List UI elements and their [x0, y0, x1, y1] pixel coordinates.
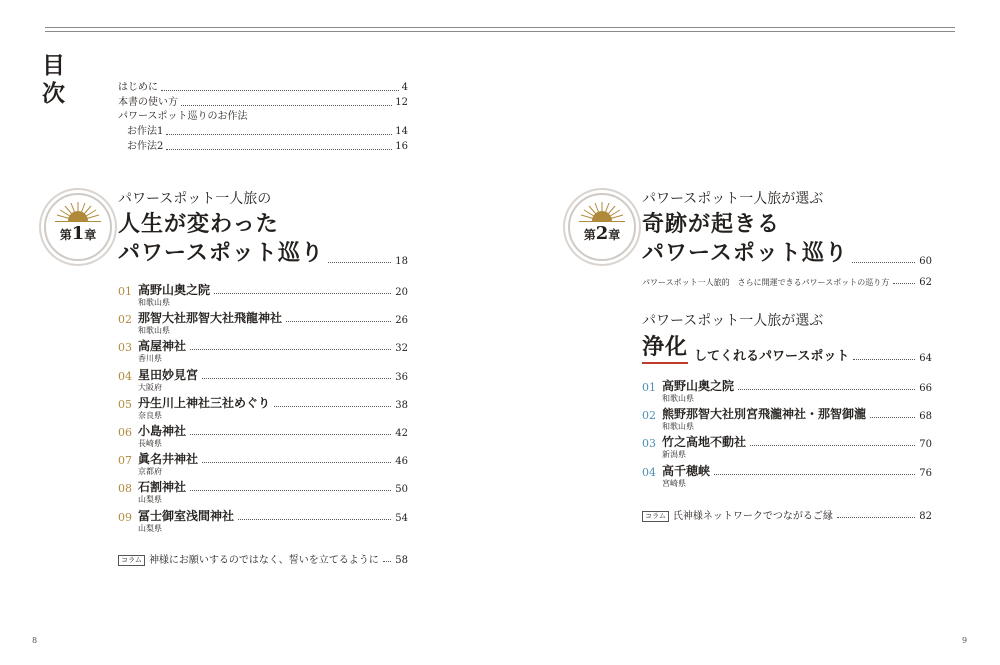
item-name: 竹之高地不動社: [662, 435, 747, 450]
top-rule: [45, 27, 955, 28]
item-number: 02: [118, 313, 132, 327]
item-name: 那智大社那智大社飛龍神社: [138, 311, 283, 326]
toc-entry[interactable]: はじめに 4: [118, 82, 408, 93]
top-rule-inner: [45, 31, 955, 32]
item-number: 07: [118, 454, 132, 468]
list-item[interactable]: [642, 377, 932, 394]
section-highlight: 浄化: [642, 330, 688, 364]
item-page: 42: [395, 428, 408, 439]
item-page: 46: [395, 456, 408, 468]
item-prefecture: 香川県: [138, 354, 162, 364]
list-item[interactable]: [118, 507, 408, 524]
item-page: 20: [395, 287, 408, 298]
item-prefecture: 京都府: [138, 467, 162, 477]
item-prefecture: 山梨県: [138, 523, 162, 533]
item-page: 26: [395, 315, 408, 327]
list-item[interactable]: [118, 281, 408, 298]
chapter-2-heading[interactable]: パワースポット巡り 60: [642, 240, 932, 267]
list-item[interactable]: [642, 433, 932, 450]
item-name: 眞名井神社: [138, 452, 199, 467]
chapter-1-heading[interactable]: パワースポット巡り 18: [118, 240, 408, 267]
item-page: 36: [395, 371, 408, 383]
item-name: 高野山奥之院: [662, 379, 735, 393]
item-name: 星田妙見宮: [138, 367, 199, 382]
chapter-1-subtitle: パワースポット一人旅の: [118, 191, 272, 207]
toc-entry[interactable]: お作法2 16: [127, 141, 408, 152]
list-item[interactable]: [118, 450, 408, 467]
page-number-right: 9: [962, 636, 968, 645]
sunrise-icon: [577, 199, 627, 223]
list-item[interactable]: [642, 405, 932, 422]
item-name: 熊野那智大社別宮飛瀧神社・那智御瀧: [662, 407, 867, 422]
list-item[interactable]: [118, 422, 408, 439]
item-number: 03: [642, 437, 656, 451]
item-prefecture: 山梨県: [138, 495, 162, 505]
list-item[interactable]: [118, 478, 408, 495]
chapter-2-extra-entry[interactable]: パワースポット一人旅的 さらに開運できるパワースポットの巡り方 62: [642, 277, 932, 288]
toc-entry[interactable]: 本書の使い方 12: [118, 97, 408, 108]
column-entry[interactable]: コラム 神様にお願いするのではなく、誓いを立てるように 58: [118, 551, 408, 566]
item-number: 03: [118, 341, 132, 355]
item-page: 54: [395, 512, 408, 524]
item-page: 68: [919, 411, 932, 423]
item-page: 66: [919, 383, 932, 394]
chapter-2-subtitle: パワースポット一人旅が選ぶ: [642, 191, 824, 207]
item-page: 76: [919, 467, 932, 479]
page-number-left: 8: [32, 636, 38, 645]
item-name: 高屋神社: [138, 339, 187, 354]
item-number: 09: [118, 510, 132, 524]
list-item[interactable]: [642, 462, 932, 479]
item-page: 32: [395, 343, 408, 355]
list-item[interactable]: [118, 366, 408, 383]
chapter-2-title-line1: 奇跡が起きる: [642, 211, 781, 237]
item-number: 01: [642, 381, 656, 394]
item-prefecture: 大阪府: [138, 382, 162, 392]
list-item[interactable]: [118, 394, 408, 411]
toc-entry: パワースポット巡りのお作法: [118, 111, 248, 122]
item-number: 04: [118, 369, 132, 383]
item-prefecture: 和歌山県: [662, 422, 694, 432]
item-number: 01: [118, 285, 132, 298]
item-number: 06: [118, 426, 132, 439]
item-prefecture: 和歌山県: [662, 394, 694, 403]
item-number: 04: [642, 465, 656, 479]
section-subtitle: パワースポット一人旅が選ぶ: [642, 313, 824, 329]
item-number: 05: [118, 397, 132, 411]
list-item[interactable]: [118, 337, 408, 354]
item-name: 小島神社: [138, 424, 187, 438]
toc-entry[interactable]: お作法1 14: [127, 126, 408, 137]
item-prefecture: 宮崎県: [662, 478, 686, 488]
item-name: 高千穂峡: [662, 463, 711, 478]
item-prefecture: 奈良県: [138, 410, 162, 420]
item-prefecture: 長崎県: [138, 439, 162, 448]
item-name: 石割神社: [138, 480, 187, 495]
chapter-2-badge: 第2章: [568, 193, 636, 261]
page-title: 目次: [42, 52, 65, 107]
chapter-1-badge: 第1章: [44, 193, 112, 261]
section-heading[interactable]: 浄化 してくれるパワースポット 64: [642, 330, 932, 364]
item-page: 38: [395, 399, 408, 411]
item-prefecture: 和歌山県: [138, 326, 170, 336]
list-item[interactable]: [118, 309, 408, 326]
sunrise-icon: [53, 199, 103, 223]
item-page: 50: [395, 484, 408, 496]
item-number: 02: [642, 409, 656, 423]
item-page: 70: [919, 439, 932, 451]
item-prefecture: 和歌山県: [138, 298, 170, 307]
item-number: 08: [118, 482, 132, 496]
item-name: 丹生川上神社三社めぐり: [138, 395, 271, 410]
item-name: 冨士御室浅間神社: [138, 508, 235, 523]
chapter-1-title-line1: 人生が変わった: [118, 211, 279, 237]
item-prefecture: 新潟県: [662, 450, 686, 460]
column-entry[interactable]: コラム 氏神様ネットワークでつながるご縁 82: [642, 507, 932, 522]
item-name: 高野山奥之院: [138, 283, 211, 297]
